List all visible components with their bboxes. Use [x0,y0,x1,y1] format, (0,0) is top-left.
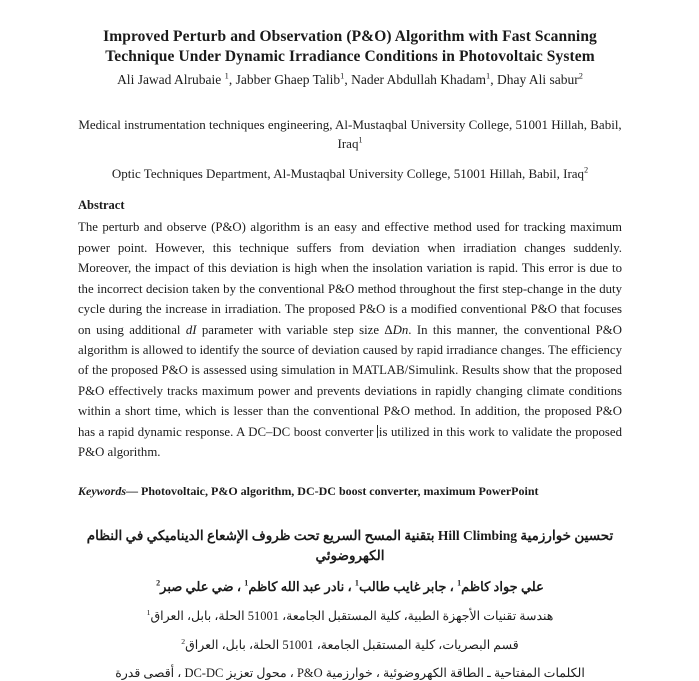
arabic-author-4-mark: 2 [156,578,161,588]
arabic-author-separator: ، [344,579,355,595]
abstract-text-4: is utilized in this work to validate the proposed P&O algorithm. [78,424,622,460]
arabic-affiliation-2-text: قسم البصريات، كلية المستقبل الجامعة، 51001 الحلة، بابل، العراق [185,638,519,653]
affiliations-block [78,115,622,184]
keywords-label: Keywords [78,483,126,498]
arabic-affiliation-1-mark: 1 [146,608,151,618]
keywords-text: — Photovoltaic, P&O algorithm, DC-DC boost converter, maximum PowerPoint [126,483,539,498]
arabic-affiliation-2 [78,637,622,653]
arabic-section [78,526,622,681]
author-2-affiliation-mark: 1 [340,71,345,81]
arabic-author-separator: ، [233,579,245,595]
author-3 [351,72,497,87]
affiliation-2-text: Optic Techniques Department, Al-Mustaqbal University College, 51001 Hillah, Babil, Iraq [111,165,585,181]
arabic-authors-line [78,579,622,595]
abstract-variable-di: dI [185,322,197,337]
abstract-text-2: parameter with variable step size Δ [196,322,393,337]
abstract-paragraph [78,217,622,463]
author-1 [117,72,236,87]
arabic-keywords-line: الكلمات المفتاحية ـ الطاقة الكهروضوئية ، خوارزمية P&O ، محول تعزيز DC-DC ، أقصى قدرة [115,666,585,681]
author-1-affiliation-mark: 1 [224,71,229,81]
abstract-variable-dn: Dn [392,322,409,337]
author-2-name: Jabber Ghaep Talib [235,71,341,87]
paper-title [78,27,622,67]
affiliation-1-mark: 1 [358,135,363,145]
arabic-author-4-name: ضي علي صبر [160,579,234,595]
arabic-author-3 [234,579,345,594]
arabic-author-1-mark: 1 [457,578,462,588]
arabic-affiliation-1-text: هندسة تقنيات الأجهزة الطبية، كلية المستقبل الجامعة، 51001 الحلة، بابل، العراق [150,609,554,624]
arabic-author-2-mark: 1 [354,578,359,588]
keywords-line [78,484,622,499]
author-separator: , [490,71,497,87]
abstract-text-1: The perturb and observe (P&O) algorithm is an easy and effective method used for tracking maximum power point. However, this technique suffers from deviation when irradiation changes suddenly. Moreover, the impact of this deviation is high when the insolation variation is rapid. This error is due to the incorrect decision taken by the conventional P&O method throughout the first step-change in the duty cycle during the increase in irradiation. The proposed P&O is a modified conventional P&O that focuses on using additional [78,220,622,337]
arabic-author-1 [446,579,543,594]
author-1-name: Ali Jawad Alrubaie [117,71,225,87]
abstract-text-3: . In this manner, the conventional P&O algorithm is allowed to identify the source of deviation caused by rapid irradiance changes. The efficiency of the proposed P&O is assessed using simulation in MATLAB/Simulink. Results show that the proposed P&O effectively tracks maximum power and prevents deviations in rapidly changing climate conditions within a short time, which is lesser than the conventional P&O method. In addition, the proposed P&O has a rapid dynamic response. A DC–DC boost converter [78,322,622,439]
paper-title-line2: Technique Under Dynamic Irradiance Conditions in Photovoltaic System [105,47,595,65]
affiliation-1-text: Medical instrumentation techniques engineering, Al-Mustaqbal University College, 51001 Hillah, Babil, Iraq [78,116,622,152]
affiliation-2-mark: 2 [584,165,589,175]
arabic-affiliation-2-mark: 2 [181,637,186,647]
arabic-author-4 [156,579,233,594]
affiliation-2 [78,164,622,184]
author-separator: , [228,71,236,87]
affiliation-1 [78,115,622,154]
authors-line [78,72,622,88]
author-4 [497,72,583,87]
author-4-name: Dhay Ali sabur [496,71,579,87]
author-2 [236,72,351,87]
abstract-heading: Abstract [78,198,125,213]
arabic-author-3-name: نادر عبد الله كاظم [248,579,345,595]
paper-title-line1: Improved Perturb and Observation (P&O) Algorithm with Fast Scanning [103,28,597,45]
arabic-affiliation-1 [78,608,622,624]
author-separator: , [344,71,352,87]
author-3-name: Nader Abdullah Khadam [351,71,487,87]
arabic-author-2-name: جابر غايب طالب [358,579,447,595]
arabic-author-1-name: علي جواد كاظم [461,579,544,595]
arabic-author-separator: ، [446,579,458,595]
author-4-affiliation-mark: 2 [578,71,583,81]
text-cursor [377,425,378,438]
arabic-title: تحسين خوارزمية Hill Climbing بتقنية المسح السريع تحت ظروف الإشعاع الديناميكي في النظام الكهروضوئي [86,527,614,564]
author-3-affiliation-mark: 1 [486,71,491,81]
arabic-author-3-mark: 1 [244,578,249,588]
arabic-author-2 [344,579,446,594]
